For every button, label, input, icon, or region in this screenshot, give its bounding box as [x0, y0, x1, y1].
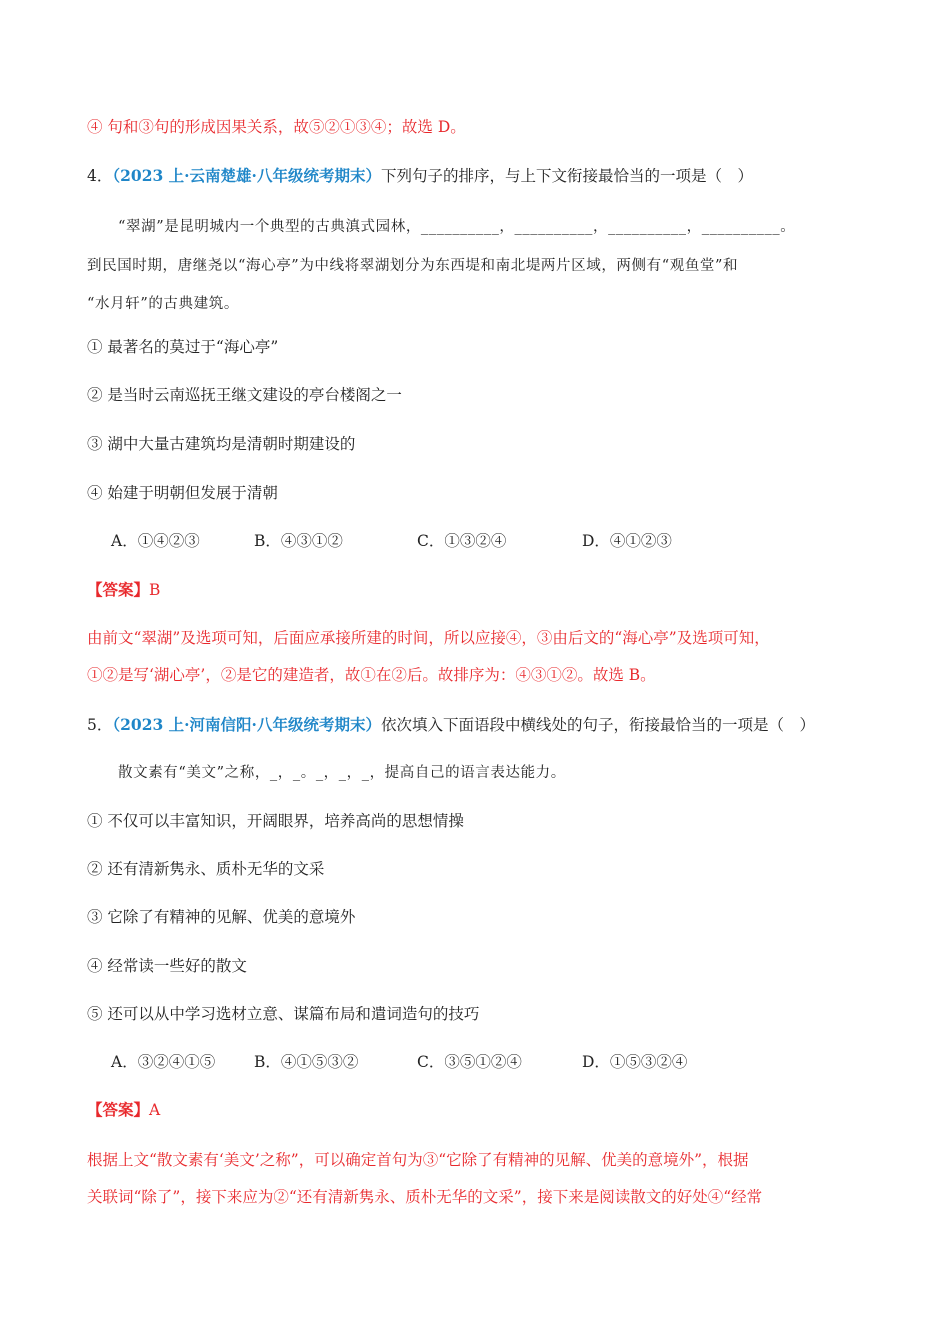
question-5-stem: 依次填入下面语段中横线处的句子，衔接最恰当的一项是（ ）	[380, 716, 815, 734]
answer-label: 【答案】	[87, 580, 150, 599]
question-4-option-d: D．④①②③	[582, 532, 672, 550]
question-5-item: ② 还有清新隽永、质朴无华的文采	[87, 860, 325, 878]
question-4-stem: 下列句子的排序，与上下文衔接最恰当的一项是（ ）	[380, 167, 753, 185]
question-5-item: ④ 经常读一些好的散文	[87, 957, 247, 975]
question-4-item: ③ 湖中大量古建筑均是清朝时期建设的	[87, 435, 356, 453]
question-5-passage: 散文素有“美文”之称，_，_。_，_，_，提高自己的语言表达能力。	[118, 765, 566, 781]
question-5-explanation-line: 关联词“除了”，接下来应为②“还有清新隽永、质朴无华的文采”，接下来是阅读散文的好处④“经常	[87, 1188, 763, 1206]
question-4-number: 4．	[87, 167, 113, 185]
question-5-option-a: A．③②④①⑤	[111, 1053, 216, 1071]
question-4-passage-line: “水月轩”的古典建筑。	[87, 296, 239, 312]
question-5-number: 5．	[87, 716, 113, 734]
question-4-item: ② 是当时云南巡抚王继文建设的亭台楼阁之一	[87, 386, 402, 404]
question-4-answer	[87, 580, 160, 600]
question-4-source: （2023 上·云南楚雄·八年级统考期末）	[112, 166, 381, 185]
question-4-header	[87, 166, 753, 186]
question-4-explanation-line: 由前文“翠湖”及选项可知，后面应承接所建的时间，所以应接④，③由后文的“海心亭”及选项可知，	[87, 629, 770, 647]
question-5-explanation-line: 根据上文“散文素有‘美文’之称”，可以确定首句为③“它除了有精神的见解、优美的意境外”，根据	[87, 1151, 749, 1169]
question-5-header	[87, 715, 815, 735]
question-4-option-a: A．①④②③	[111, 532, 200, 550]
question-5-option-b: B．④①⑤③②	[254, 1053, 359, 1071]
question-4-option-b: B．④③①②	[254, 532, 343, 550]
answer-value: B	[149, 581, 161, 599]
question-4-explanation-line: ①②是写‘湖心亭’，②是它的建造者，故①在②后。故排序为：④③①②。故选 B。	[87, 666, 656, 684]
question-5-item: ③ 它除了有精神的见解、优美的意境外	[87, 908, 356, 926]
answer-label: 【答案】	[87, 1100, 150, 1119]
question-4-item: ① 最著名的莫过于“海心亭”	[87, 338, 279, 356]
question-4-passage-line: 到民国时期，唐继尧以“海心亭”为中线将翠湖划分为东西堤和南北堤两片区域，两侧有“观鱼堂”和	[87, 258, 739, 274]
question-4-item: ④ 始建于明朝但发展于清朝	[87, 484, 278, 502]
question-5-answer	[87, 1100, 160, 1120]
question-5-option-c: C．③⑤①②④	[417, 1053, 522, 1071]
question-5-option-d: D．①⑤③②④	[582, 1053, 688, 1071]
question-4-passage-line: “翠湖”是昆明城内一个典型的古典滇式园林，__________，__________，__________，__________。	[118, 219, 796, 235]
answer-value: A	[149, 1101, 161, 1119]
question-5-source: （2023 上·河南信阳·八年级统考期末）	[112, 715, 381, 734]
previous-explanation-tail: ④ 句和③句的形成因果关系，故⑤②①③④；故选 D。	[87, 118, 466, 136]
question-4-option-c: C．①③②④	[417, 532, 507, 550]
question-5-item: ① 不仅可以丰富知识，开阔眼界，培养高尚的思想情操	[87, 812, 464, 830]
question-5-item: ⑤ 还可以从中学习选材立意、谋篇布局和遣词造句的技巧	[87, 1005, 480, 1023]
